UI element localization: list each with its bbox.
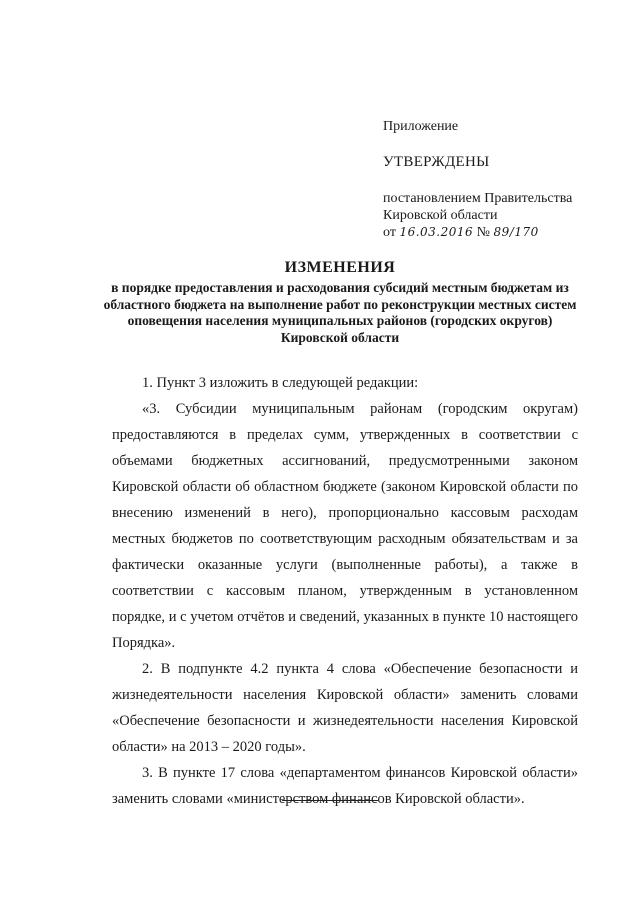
paragraph-2: «3. Субсидии муниципальным районам (городским округам) предоставляются в пределах сумм, утвержденных в соответствии с объемами бюджетных ассигнований, предусмотренными законом Кировской области об областном бюджете (законом Кировской области по внесению изменений в него), пропорционально кассовым расходам местных бюджетов по соответствующим расходным обязательствам и за фактически оказанные услуги (выполненные работы), а также в соответствии с кассовым планом, утвержденным в установленном порядке, и с учетом отчётов и сведений, указанных в пункте 10 настоящего Порядка». xyxy=(112,401,578,651)
decree-reference xyxy=(383,190,623,241)
paragraph-3: 2. В подпункте 4.2 пункта 4 слова «Обеспечение безопасности и жизнедеятельности населения Кировской области» заменить словами «Обеспечение безопасности и жизнедеятельности населения Кировской области» на 2013 – 2020 годы». xyxy=(112,661,578,755)
approval-block xyxy=(383,118,623,241)
paragraph-4: 3. В пункте 17 слова «департаментом финансов Кировской области» заменить словами «министерством финансов Кировской области». xyxy=(112,765,578,807)
document-body xyxy=(112,370,578,812)
decree-line-2: Кировской области xyxy=(383,208,498,223)
paragraph-1: 1. Пункт 3 изложить в следующей редакции: xyxy=(142,375,419,391)
decree-line-1: постановлением Правительства xyxy=(383,191,573,206)
handwritten-date: 16.03.2016 xyxy=(399,225,474,239)
date-prefix: от xyxy=(383,225,396,240)
handwritten-number: 89/170 xyxy=(493,225,539,239)
end-of-document-line xyxy=(282,800,378,801)
approved-label: УТВЕРЖДЕНЫ xyxy=(383,154,490,170)
appendix-label: Приложение xyxy=(383,119,459,134)
document-title: ИЗМЕНЕНИЯ xyxy=(284,259,396,276)
number-prefix: № xyxy=(476,225,491,240)
title-block xyxy=(100,258,580,346)
document-subtitle: в порядке предоставления и расходования субсидий местным бюджетам из областного бюджета на выполнение работ по реконструкции местных систем оповещения населения муниципальных районов (городских округов) Кировской области xyxy=(103,280,577,345)
decree-date-line xyxy=(383,224,623,241)
